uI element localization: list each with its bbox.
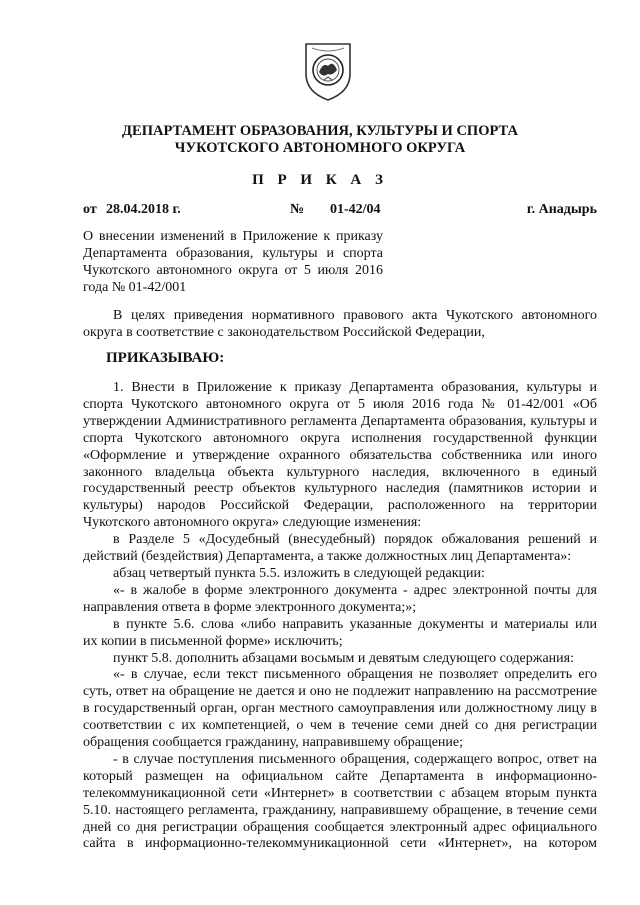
body-line: 1. Внести в Приложение к приказу Департамента образования, культуры и [113, 380, 597, 395]
body-line: дней со дня регистрации обращения сообщается электронный адрес официального [83, 819, 597, 835]
subject-line: Департамента образования, культуры и спорта [83, 246, 383, 261]
order-number: 01-42/04 [330, 202, 381, 217]
date-from-label: от [83, 202, 97, 217]
order-title: П Р И К А З [252, 172, 388, 188]
subject-line: Чукотского автономного округа от 5 июля 2016 [83, 263, 383, 278]
body-line: обращения сообщается гражданину, направившему обращение; [83, 735, 463, 751]
body-line: в пункте 5.6. слова «либо направить указанные документы и материалы или [113, 616, 597, 632]
body-line: суть, ответ на обращение не дается и оно не подлежит направлению на рассмотрение [83, 684, 597, 700]
body-line: государственный реестр объектов культурного наследия (памятников истории и [83, 481, 597, 497]
order-subject [83, 228, 383, 296]
subject-line: О внесении изменений в Приложение к приказу [83, 229, 383, 244]
body-line: спорта Чукотского автономного округа исполнения государственной функции [83, 430, 597, 446]
body-line: телекоммуникационной сети «Интернет» в соответствии с абзацем вторым пункта [83, 785, 597, 801]
body-line: культуры) народов Российской Федерации, расположенного на территории [83, 498, 597, 514]
body-line: их копии в письменной форме» исключить; [83, 633, 343, 649]
body-line: действий (бездействия) Департамента, а также должностных лиц Департамента»: [83, 549, 572, 565]
preamble-line: округа в соответствие с законодательством Российской Федерации, [83, 324, 485, 340]
body-line: законного владельца объекта культурного наследия, включенного в единый [83, 464, 597, 480]
subject-line: года № 01-42/001 [83, 280, 187, 295]
coat-of-arms-emblem [302, 40, 354, 102]
body-line: Чукотского автономного округа» следующие изменения: [83, 515, 422, 531]
body-line: «- в жалобе в форме электронного документа - адрес электронной почты для [113, 582, 597, 598]
city: г. Анадырь [526, 202, 597, 217]
header-line-1: ДЕПАРТАМЕНТ ОБРАЗОВАНИЯ, КУЛЬТУРЫ И СПОРТА [122, 123, 518, 139]
body-line: абзац четвертый пункта 5.5. изложить в следующей редакции: [113, 565, 485, 581]
body-line: пункт 5.8. дополнить абзацами восьмым и девятым следующего содержания: [113, 650, 574, 666]
body-line: который размещен на официальном сайте Департамента в информационно- [83, 768, 597, 784]
department-header [0, 123, 640, 157]
body-line: - в случае поступления письменного обращения, содержащего вопрос, ответ на [113, 751, 597, 767]
order-date: 28.04.2018 г. [106, 202, 181, 217]
body-line: спорта Чукотского автономного округа от 5 июля 2016 года № 01-42/001 «Об [83, 396, 597, 412]
body-line: направления ответа в форме электронного документа;»; [83, 599, 417, 615]
preamble-line: В целях приведения нормативного правового акта Чукотского автономного [113, 308, 597, 323]
body-line: «- в случае, если текст письменного обращения не позволяет определить его [113, 667, 597, 683]
preamble-paragraph [83, 308, 597, 342]
body-line: «Оформление и утверждение охранного обязательства собственника или иного [83, 447, 597, 463]
order-word: ПРИКАЗЫВАЮ: [106, 350, 225, 366]
body-line: сайта в информационно-телекоммуникационной сети «Интернет», на котором [83, 836, 597, 852]
order-body [83, 380, 597, 853]
header-line-2: ЧУКОТСКОГО АВТОНОМНОГО ОКРУГА [174, 140, 466, 156]
body-line: в Разделе 5 «Досудебный (внесудебный) порядок обжалования решений и [113, 532, 597, 548]
body-line: утверждении Административного регламента Департамента образования, культуры и [83, 413, 597, 429]
body-line: в государственный орган, орган местного самоуправления или должностному лицу в [83, 701, 597, 717]
body-line: соответствии с их компетенцией, о чем в течение семи дней со дня регистрации [83, 718, 597, 734]
number-sign: № [290, 202, 305, 217]
body-line: 5.10. настоящего регламента, гражданину, направившему обращение, в течение семи [83, 802, 597, 818]
